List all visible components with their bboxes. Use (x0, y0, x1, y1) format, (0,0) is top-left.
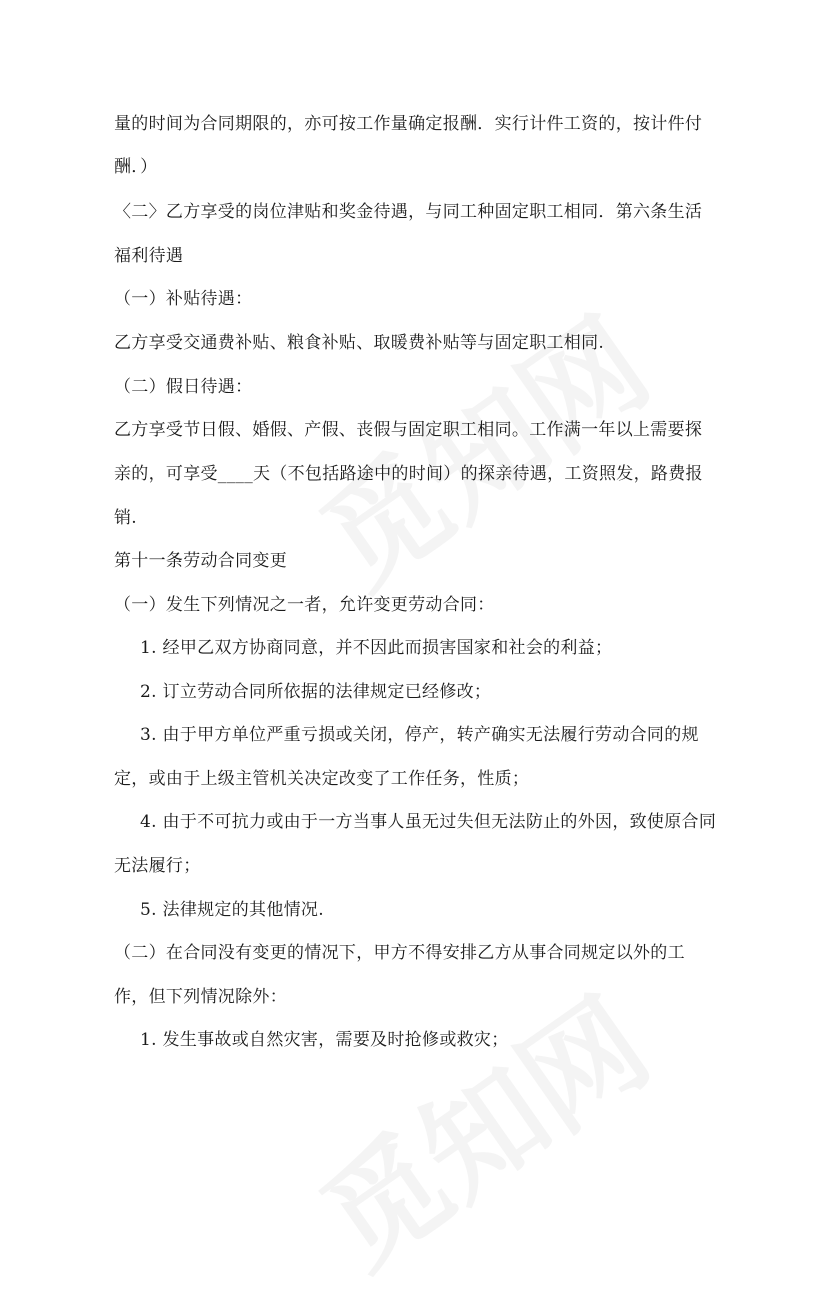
list-item: 5. 法律规定的其他情况. (140, 900, 324, 920)
section-heading: 第十一条劳动合同变更 (114, 551, 287, 571)
text-line: 乙方享受节日假、婚假、产假、丧假与固定职工相同。工作满一年以上需要探 (114, 420, 703, 440)
text-line: 作，但下列情况除外： (114, 987, 287, 1007)
text-line: （一）补贴待遇： (114, 289, 253, 309)
watermark-top (283, 272, 677, 619)
watermark-bottom (283, 952, 677, 1299)
text-line: （二）在合同没有变更的情况下，甲方不得安排乙方从事合同规定以外的工 (114, 943, 685, 963)
list-item: 1. 发生事故或自然灾害，需要及时抢修或救灾； (140, 1030, 509, 1050)
text-line: 乙方享受交通费补贴、粮食补贴、取暖费补贴等与固定职工相同. (114, 333, 605, 353)
text-line: 销. (114, 508, 138, 528)
list-item: 2. 订立劳动合同所依据的法律规定已经修改； (140, 682, 492, 702)
text-line: 量的时间为合同期限的，亦可按工作量确定报酬．实行计件工资的，按计件付 (114, 114, 703, 134)
text-line: 亲的，可享受____天（不包括路途中的时间）的探亲待遇，工资照发，路费报 (114, 464, 703, 484)
text-line: 〈二〉乙方享受的岗位津贴和奖金待遇，与同工种固定职工相同．第六条生活 (114, 202, 703, 222)
list-item: 4. 由于不可抗力或由于一方当事人虽无过失但无法防止的外因，致使原合同 (140, 812, 717, 832)
text-line: 福利待遇 (114, 246, 184, 266)
text-line: （二）假日待遇： (114, 377, 253, 397)
text-line: 无法履行； (114, 856, 201, 876)
text-line: （一）发生下列情况之一者，允许变更劳动合同： (114, 595, 495, 615)
text-line: 酬．） (114, 157, 158, 177)
text-line: 定，或由于上级主管机关决定改变了工作任务，性质； (114, 769, 530, 789)
list-item: 1. 经甲乙双方协商同意，并不因此而损害国家和社会的利益； (140, 638, 613, 658)
list-item: 3. 由于甲方单位严重亏损或关闭，停产，转产确实无法履行劳动合同的规 (140, 725, 699, 745)
